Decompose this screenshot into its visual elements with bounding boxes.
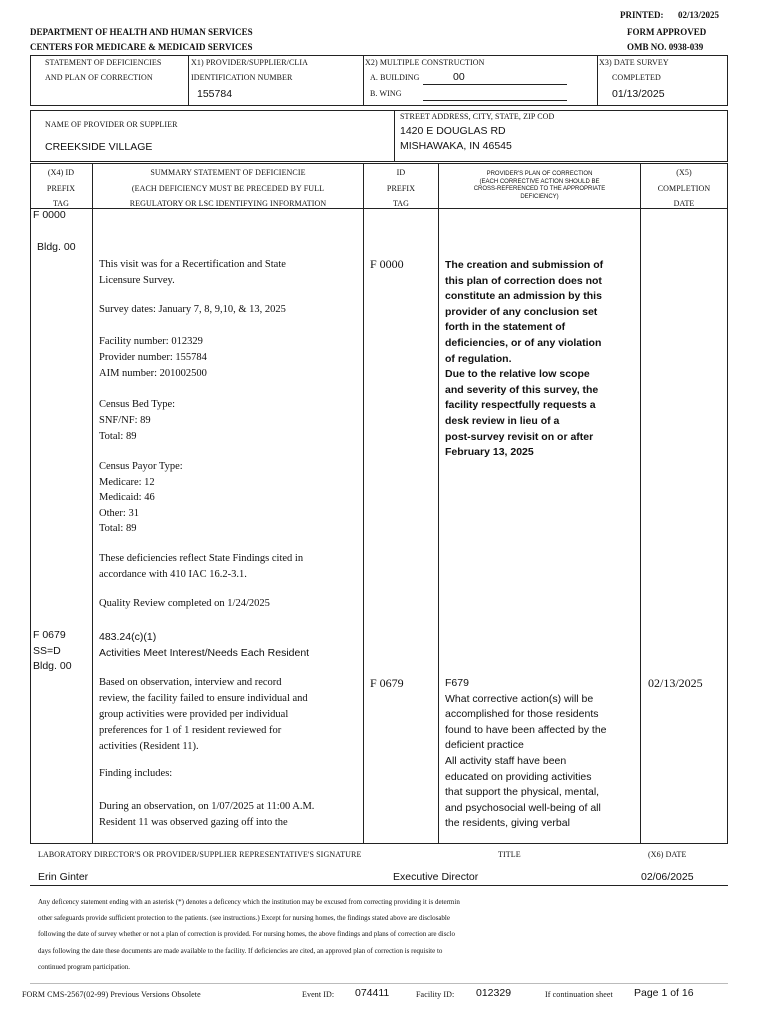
x1-label-2: IDENTIFICATION NUMBER: [191, 73, 293, 82]
printed-date: 02/13/2025: [678, 10, 720, 20]
building-underline: [423, 84, 567, 85]
address-line-2: MISHAWAKA, IN 46545: [400, 140, 512, 152]
col-header-summary: SUMMARY STATEMENT OF DEFICIENCIE (EACH DEFICIENCY MUST BE PRECEDED BY FULL REGULATORY OR LSC IDENTIFYING INFORMATION: [129, 168, 327, 208]
provider-name-value: CREEKSIDE VILLAGE: [45, 141, 153, 153]
wing-underline: [423, 100, 567, 101]
disclaimer-line: days following the date these documents are made available to the facility. If deficiencies are cited, an approved plan of correction is requisite to: [38, 946, 443, 955]
form-approved: FORM APPROVED: [627, 27, 707, 37]
survey-dates: Survey dates: January 7, 8, 9,10, & 13, 2025: [99, 304, 286, 315]
col-header-id: ID PREFIX TAG: [386, 168, 416, 208]
observation-text: During an observation, on 1/07/2025 at 11:00 A.M. Resident 11 was observed gazing off into the: [99, 801, 315, 828]
footer-rule: [30, 983, 728, 984]
facility-id-value: 012329: [476, 987, 512, 999]
omb-number: OMB NO. 0938-039: [627, 42, 704, 52]
facility-id-label: Facility ID:: [416, 990, 455, 999]
col-header-x4: (X4) ID PREFIX TAG: [46, 168, 76, 208]
col-header-plan: PROVIDER'S PLAN OF CORRECTION (EACH CORRECTIVE ACTION SHOULD BE CROSS-REFERENCED TO THE APPROPRIATE DEFICIENCY): [473, 171, 606, 200]
summary-f0679: Based on observation, interview and record review, the facility failed to ensure individual and group activities were provided per individual preferences for 1 of 1 resident reviewed for activities (Resident 11).: [99, 677, 308, 752]
disclaimer-line: following the date of survey whether or not a plan of correction is provided. For nursing homes, the above findings and plans of correction are disclo: [38, 930, 455, 939]
signature-date: 02/06/2025: [641, 871, 694, 883]
plan-of-correction-f0000: The creation and submission of this plan of correction does not constitute an admission by this provider of any conclusion set forth in the statement of deficiencies, or of any violation of regulation. Due to the relative low scope and severity of this survey, the facility respectfully requests a desk review in lieu of a post-survey revisit on or after February 13, 2025: [445, 259, 604, 459]
page-number: Page 1 of 16: [634, 987, 694, 999]
plan-of-correction-f0679: F679 What corrective action(s) will be accomplished for those residents found to have been affected by the deficient practice All activity staff have been educated on providing activities that support the physical, mental, and psychosocial well-being of all the residents, giving verbal: [445, 677, 607, 830]
signature-date-label: (X6) DATE: [648, 850, 687, 859]
tag-f0679: F 0679 SS=D Bldg. 00: [33, 629, 72, 672]
continuation-label: If continuation sheet: [545, 990, 613, 999]
wing-label: B. WING: [370, 89, 402, 98]
x3-label-2: COMPLETED: [612, 73, 661, 82]
quality-review: Quality Review completed on 1/24/2025: [99, 598, 270, 609]
address-line-1: 1420 E DOUGLAS RD: [400, 125, 506, 137]
x3-label-1: X3) DATE SURVEY: [599, 58, 669, 67]
signature-rule: [30, 885, 728, 886]
statement-label-2: AND PLAN OF CORRECTION: [45, 73, 153, 82]
event-id-label: Event ID:: [302, 990, 335, 999]
form-number: FORM CMS-2567(02-99) Previous Versions Obsolete: [22, 990, 201, 999]
bldg-00: Bldg. 00: [37, 241, 76, 253]
survey-completed-date: 01/13/2025: [612, 88, 665, 100]
finding-includes: Finding includes:: [99, 768, 173, 779]
cms-title: CENTERS FOR MEDICARE & MEDICAID SERVICES: [30, 42, 253, 52]
signer-name: Erin Ginter: [38, 871, 89, 883]
disclaimer-line: Any deficency statement ending with an asterisk (*) denotes a deficency which the institution may be excused from correcting providing it is determin: [38, 898, 460, 906]
summary-recert: This visit was for a Recertification and State Licensure Survey.: [99, 259, 286, 286]
completion-date-f0679: 02/13/2025: [648, 676, 703, 690]
signature-label: LABORATORY DIRECTOR'S OR PROVIDER/SUPPLIER REPRESENTATIVE'S SIGNATURE: [38, 850, 362, 859]
state-findings: These deficiencies reflect State Findings cited in accordance with 410 IAC 16.2-3.1.: [99, 553, 304, 580]
address-label: STREET ADDRESS, CITY, STATE, ZIP COD: [400, 112, 555, 121]
disclaimer-line: continued program participation.: [38, 962, 130, 971]
col-header-x5: (X5) COMPLETION DATE: [657, 168, 711, 208]
signer-title: Executive Director: [393, 871, 479, 883]
provider-id-value: 155784: [197, 88, 233, 100]
building-value: 00: [453, 71, 465, 83]
x1-label-1: X1) PROVIDER/SUPPLIER/CLIA: [191, 58, 309, 67]
census-payor-type: Census Payor Type: Medicare: 12 Medicaid: 46 Other: 31 Total: 89: [99, 461, 183, 534]
printed-label: PRINTED:: [620, 10, 664, 20]
department-title: DEPARTMENT OF HEALTH AND HUMAN SERVICES: [30, 27, 253, 37]
id-prefix-f0000: F 0000: [370, 257, 404, 271]
title-label: TITLE: [498, 850, 521, 859]
facility-ids: Facility number: 012329 Provider number: 155784 AIM number: 201002500: [99, 336, 207, 379]
statement-label-1: STATEMENT OF DEFICIENCIES: [45, 58, 162, 67]
tag-f0000: F 0000: [33, 209, 66, 221]
provider-name-label: NAME OF PROVIDER OR SUPPLIER: [45, 120, 178, 129]
building-label: A. BUILDING: [370, 73, 420, 82]
disclaimer-line: other safeguards provide sufficient protection to the patients. (see instructions.) Except for nursing homes, the findings stated above are disclosable: [38, 914, 450, 923]
event-id-value: 074411: [355, 987, 390, 999]
regulation-f0679: 483.24(c)(1) Activities Meet Interest/Needs Each Resident: [99, 631, 310, 659]
x2-label: X2) MULTIPLE CONSTRUCTION: [365, 58, 485, 67]
id-prefix-f0679: F 0679: [370, 676, 404, 690]
census-bed-type: Census Bed Type: SNF/NF: 89 Total: 89: [99, 399, 176, 442]
disclaimer: [38, 894, 460, 975]
